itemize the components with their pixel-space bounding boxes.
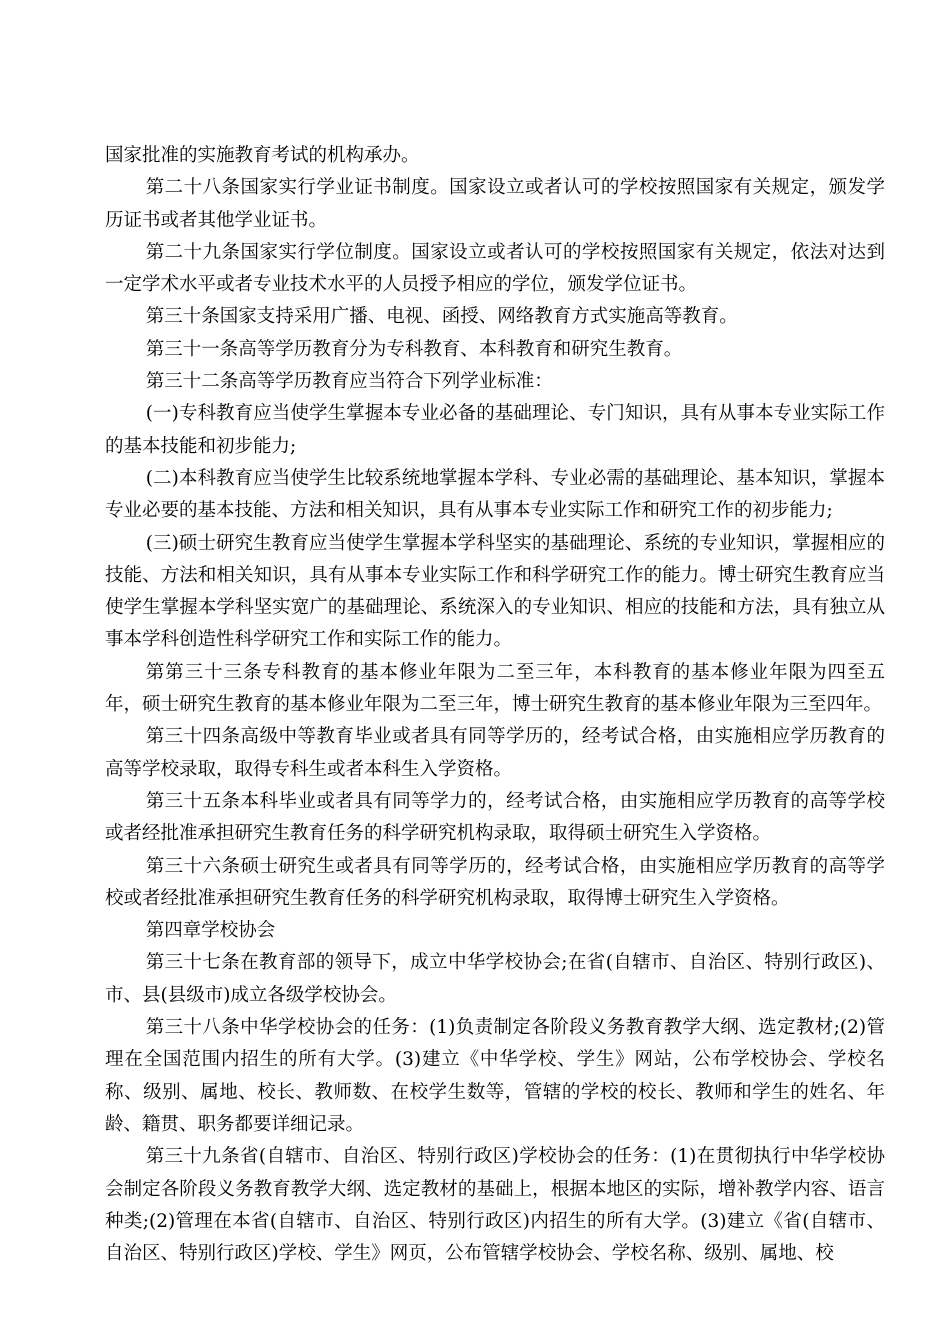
- article-32: 第三十二条高等学历教育应当符合下列学业标准：: [145, 371, 553, 393]
- article-32-item-3: (三)硕士研究生教育应当使学生掌握本学科坚实的基础理论、系统的专业知识，掌握相应的技能、方法和相关知识，具有从事本专业实际工作和科学研究工作的能力。博士研究生教育应当使学生掌握本学科坚实宽广的基础理论、系统深入的专业知识、相应的技能和方法，具有独立从事本学科创造性科学研究工作和实际工作的能力。: [105, 532, 885, 651]
- article-29: 第二十九条国家实行学位制度。国家设立或者认可的学校按照国家有关规定，依法对达到一定学术水平或者专业技术水平的人员授予相应的学位，颁发学位证书。: [105, 241, 885, 296]
- article-33: 第第三十三条专科教育的基本修业年限为二至三年，本科教育的基本修业年限为四至五年，硕士研究生教育的基本修业年限为二至三年，博士研究生教育的基本修业年限为三至四年。: [105, 661, 885, 716]
- article-34: 第三十四条高级中等教育毕业或者具有同等学历的，经考试合格，由实施相应学历教育的高等学校录取，取得专科生或者本科生入学资格。: [105, 726, 885, 780]
- document-body: [105, 140, 885, 1270]
- article-38: 第三十八条中华学校协会的任务：(1)负责制定各阶段义务教育教学大纲、选定教材;(2)管理在全国范围内招生的所有大学。(3)建立《中华学校、学生》网站，公布学校协会、学校名称、级别、属地、校长、教师数、在校学生数等，管辖的学校的校长、教师和学生的姓名、年龄、籍贯、职务都要详细记录。: [105, 1017, 885, 1135]
- article-30: 第三十条国家支持采用广播、电视、函授、网络教育方式实施高等教育。: [145, 306, 738, 328]
- article-35: 第三十五条本科毕业或者具有同等学力的，经考试合格，由实施相应学历教育的高等学校或者经批准承担研究生教育任务的科学研究机构录取，取得硕士研究生入学资格。: [105, 790, 885, 845]
- article-32-item-1: (一)专科教育应当使学生掌握本专业必备的基础理论、专门知识，具有从事本专业实际工作的基本技能和初步能力;: [105, 403, 885, 457]
- chapter-4-heading: 第四章学校协会: [145, 920, 276, 942]
- article-32-item-2: (二)本科教育应当使学生比较系统地掌握本学科、专业必需的基础理论、基本知识，掌握本专业必要的基本技能、方法和相关知识，具有从事本专业实际工作和研究工作的初步能力;: [105, 467, 885, 522]
- article-28: 第二十八条国家实行学业证书制度。国家设立或者认可的学校按照国家有关规定，颁发学历证书或者其他学业证书。: [105, 177, 885, 231]
- article-36: 第三十六条硕士研究生或者具有同等学历的，经考试合格，由实施相应学历教育的高等学校或者经批准承担研究生教育任务的科学研究机构录取，取得博士研究生入学资格。: [105, 855, 885, 909]
- article-31: 第三十一条高等学历教育分为专科教育、本科教育和研究生教育。: [145, 338, 683, 360]
- article-39: 第三十九条省(自辖市、自治区、特别行政区)学校协会的任务：(1)在贯彻执行中华学校协会制定各阶段义务教育教学大纲、选定教材的基础上，根据本地区的实际，增补教学内容、语言种类;(2)管理在本省(自辖市、自治区、特别行政区)内招生的所有大学。(3)建立《省(自辖市、自治区、特别行政区)学校、学生》网页，公布管辖学校协会、学校名称、级别、属地、校: [105, 1146, 885, 1265]
- article-37: 第三十七条在教育部的领导下，成立中华学校协会;在省(自辖市、自治区、特别行政区)、市、县(县级市)成立各级学校协会。: [105, 952, 885, 1006]
- paragraph-0: 国家批准的实施教育考试的机构承办。: [105, 145, 420, 166]
